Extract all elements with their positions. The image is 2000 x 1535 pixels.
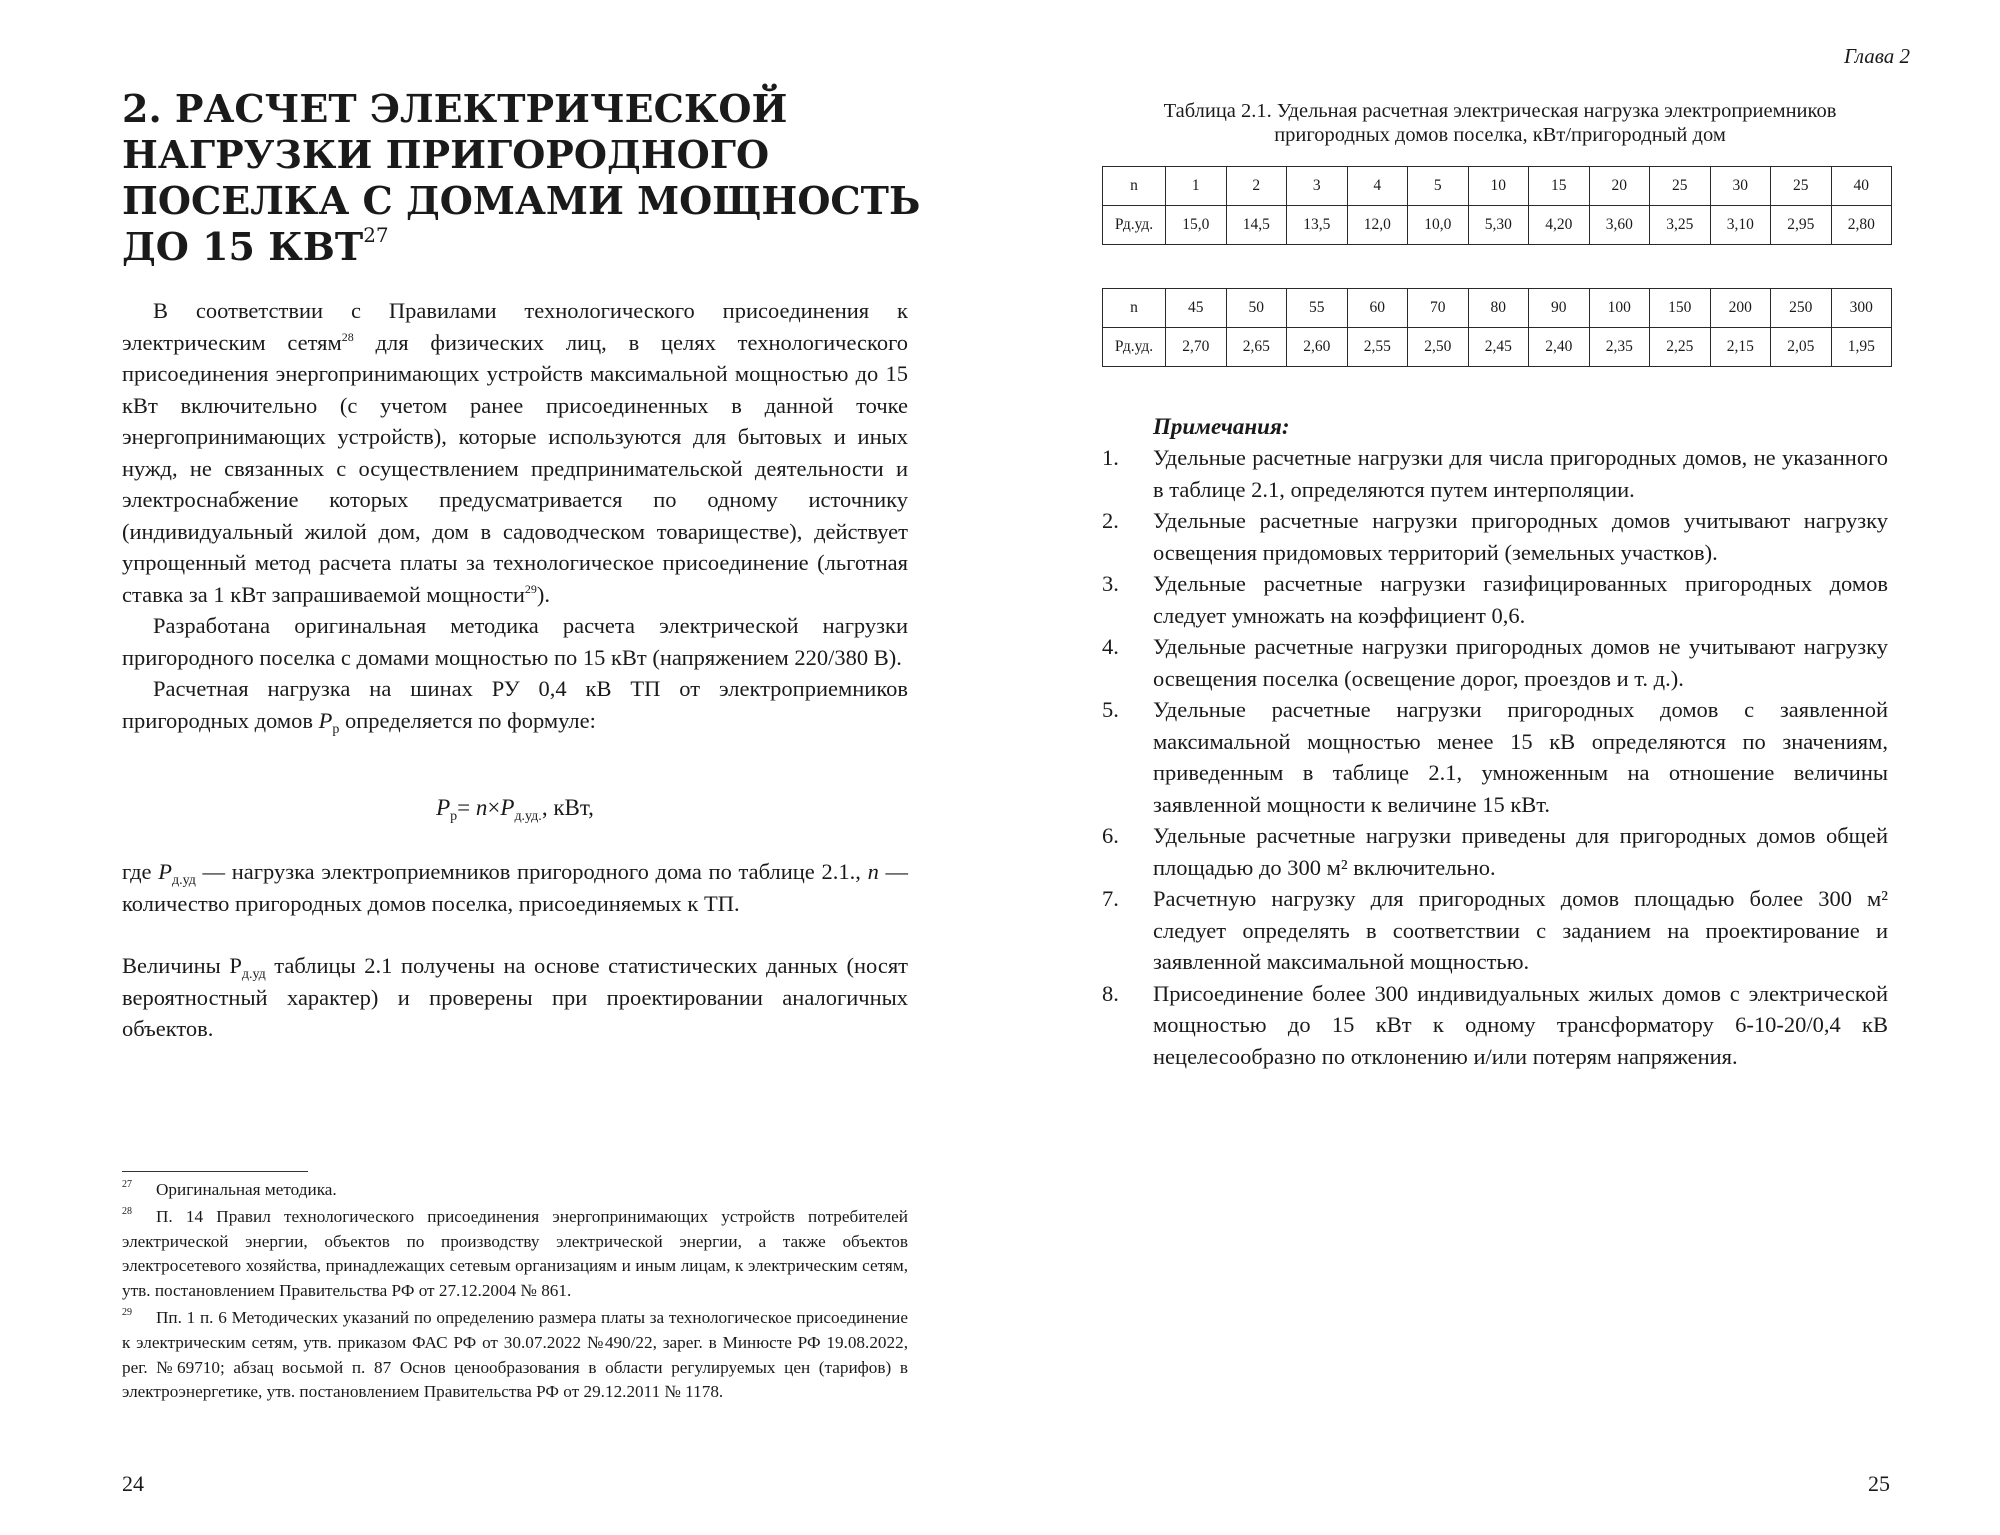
formula-n: n [475,795,488,820]
table-cell: 4,20 [1529,206,1590,245]
table-cell: 3,60 [1589,206,1650,245]
row-label-n: n [1103,289,1166,328]
table-cell: 50 [1226,289,1287,328]
paragraph-4-text-b: — нагрузка электроприемников пригородного дома по таблице 2.1., [195,859,868,884]
formula-equals: = [457,795,476,820]
symbol-pdud-sub: д.уд [171,873,196,888]
table-cell: 2,65 [1226,328,1287,367]
table-cell: 10 [1468,167,1529,206]
table-cell: 3,25 [1650,206,1711,245]
table-cell: 2,80 [1831,206,1892,245]
table-cell: 2,35 [1589,328,1650,367]
paragraph-4 [122,856,908,919]
table-cell: 2,45 [1468,328,1529,367]
table-cell: 14,5 [1226,206,1287,245]
table-cell: 2,25 [1650,328,1711,367]
table-cell: 2,95 [1771,206,1832,245]
paragraph-1-text-a: В соответствии с Правилами технологического присоединения к электрическим сетям [122,298,908,355]
footnote-28: 28 П. 14 Правил технологического присоединения энергопринимающих устройств потребителей электрической энергии, объектов по производству электрической энергии, а также объектов электросетевого хозяйства, принадлежащих сетевым организациям и иным лицам, к электрическим сетям, утв. постановлением Правительства РФ от 27.12.2004 № 861. [122,1205,908,1301]
formula-rhs: P [500,795,515,820]
paragraph-4-text-c: — количество пригородных домов поселка, присоединяемых к ТП. [122,859,909,916]
paragraph-5-text-a: Величины Р [122,953,242,978]
notes-heading: Примечания: [1153,414,1290,439]
table-cell: 1 [1166,167,1227,206]
table-cell: 2,40 [1529,328,1590,367]
table-cell: 2,55 [1347,328,1408,367]
table-cell: 70 [1408,289,1469,328]
table-cell: 90 [1529,289,1590,328]
note-number: 8. [1102,980,1119,1006]
formula-rhs-sub: д.уд. [514,809,542,824]
paragraph-3-text-b: определяется по формуле: [339,707,596,733]
table-cell: 100 [1589,289,1650,328]
table-cell: 3,10 [1710,206,1771,245]
table-cell: 2,70 [1166,328,1227,367]
paragraph-3 [122,673,908,736]
paragraph-2: Разработана оригинальная методика расчета электрической нагрузки пригородного поселка с домами мощностью по 15 кВт (напряжением 220/380 В). [122,613,908,670]
symbol-p: P [318,707,333,733]
table-cell: 25 [1771,167,1832,206]
table-cell: 15,0 [1166,206,1227,245]
page-number-left: 24 [122,1471,144,1496]
footnotes [122,1178,908,1407]
table-cell: 80 [1468,289,1529,328]
intro-paragraph-block [122,295,908,736]
table-cell: 45 [1166,289,1227,328]
note-number: 2. [1102,508,1119,533]
symbol-n: n [867,859,879,884]
footnote-text: П. 14 Правил технологического присоединения энергопринимающих устройств потребителей электрической энергии, объектов по производству электрической энергии, а также объектов электросетевого хозяйства, принадлежащих сетевым организациям и иным лицам, к электрическим сетям, утв. постановлением Правительства РФ от 27.12.2004 № 861. [122,1206,908,1301]
table-cell: 60 [1347,289,1408,328]
note-item [1102,820,1888,883]
footnote-ref-28[interactable]: 28 [341,329,354,344]
symbol-p-sub: р [332,721,340,737]
note-text: Удельные расчетные нагрузки пригородных домов с заявленной максимальной мощностью менее 15 кВ определяются по значениям, приведенным в таблице 2.1, умноженным на отношение величины заявленной мощности к величине 15 кВт. [1153,697,1888,817]
table-row-p [1103,328,1892,367]
table-cell: 2,15 [1710,328,1771,367]
running-head: Глава 2 [1844,44,1910,68]
table-cell: 2,50 [1408,328,1469,367]
formula-times: × [487,795,501,820]
table-row-n [1103,167,1892,206]
formula-unit: , кВт, [541,795,594,820]
table-cell: 2,05 [1771,328,1832,367]
footnote-divider [122,1171,308,1172]
chapter-title [122,86,922,270]
footnote-text: Оригинальная методика. [156,1180,337,1199]
table-cell: 3 [1287,167,1348,206]
note-item [1102,505,1888,568]
table-cell: 55 [1287,289,1348,328]
paragraph-1 [122,295,908,610]
table-cell: 25 [1650,167,1711,206]
note-item [1102,883,1888,978]
row-label-p: Рд.уд. [1103,206,1166,245]
table-cell: 20 [1589,167,1650,206]
table-caption-line-1: Таблица 2.1. Удельная расчетная электрическая нагрузка электроприемников [1163,100,1837,122]
table-cell: 10,0 [1408,206,1469,245]
note-number: 3. [1102,571,1119,596]
row-label-p: Рд.уд. [1103,328,1166,367]
note-number: 5. [1102,697,1119,722]
table-cell: 150 [1650,289,1711,328]
table-cell: 13,5 [1287,206,1348,245]
note-number: 4. [1102,634,1119,659]
values-paragraph [122,950,908,1045]
footnote-27: 27 Оригинальная методика. [122,1179,337,1199]
table-cell: 1,95 [1831,328,1892,367]
paragraph-5 [122,950,908,1045]
note-item [1102,442,1888,505]
note-text: Расчетную нагрузку для пригородных домов площадью более 300 м² следует определять в соответствии с заданием на проектирование и заявленной максимальной мощностью. [1153,886,1888,974]
table-row-p [1103,206,1892,245]
table-cell: 200 [1710,289,1771,328]
note-text: Удельные расчетные нагрузки для числа пригородных домов, не указанного в таблице 2.1, определяются путем интерполяции. [1153,445,1888,502]
table-caption-line-2: пригородных домов поселка, кВт/пригородный дом [1274,124,1726,146]
table-cell: 2,60 [1287,328,1348,367]
chapter-title-text: 2. РАСЧЕТ ЭЛЕКТРИЧЕСКОЙ НАГРУЗКИ ПРИГОРОДНОГО ПОСЕЛКА С ДОМАМИ МОЩНОСТЬ ДО 15 КВТ [122,86,921,269]
notes-list [1102,442,1888,1072]
paragraph-1-text-c: ). [536,581,551,607]
paragraph-5-text-b: таблицы 2.1 получены на основе статистических данных (носят вероятностный характер) и проверены при проектировании аналогичных объектов. [122,953,908,1041]
note-number: 1. [1102,445,1119,470]
paragraph-4-text-a: где [122,859,159,884]
note-item [1102,978,1888,1073]
title-footnote-ref[interactable]: 27 [363,223,389,247]
footnote-29: 29 Пп. 1 п. 6 Методических указаний по определению размера платы за технологическое присоединение к электрическим сетям, утв. приказом ФАС РФ от 30.07.2022 №490/22, зарег. в Минюсте РФ 19.08.2022, рег. №69710; абзац восьмой п. 87 Основ ценообразования в области регулируемых цен (тарифов) в электроэнергетике, утв. постановлением Правительства РФ от 29.12.2011 № 1178. [122,1306,908,1402]
note-text: Удельные расчетные нагрузки пригородных домов не учитывают нагрузку освещения поселка (освещение дорог, проездов и т. д.). [1153,634,1888,691]
note-text: Удельные расчетные нагрузки пригородных домов учитывают нагрузку освещения придомовых территорий (земельных участков). [1153,508,1888,565]
formula-lhs: P [436,795,451,820]
note-item [1102,694,1888,820]
table-row-n [1103,289,1892,328]
table-cell: 300 [1831,289,1892,328]
page-number-right: 25 [1868,1471,1890,1496]
load-table-2 [1102,288,1892,367]
table-cell: 5,30 [1468,206,1529,245]
load-table-1 [1102,166,1892,245]
note-number: 6. [1102,823,1119,848]
table-cell: 30 [1710,167,1771,206]
table-cell: 250 [1771,289,1832,328]
formula-lhs-sub: р [450,809,458,824]
note-text: Удельные расчетные нагрузки газифицированных пригородных домов следует умножать на коэффициент 0,6. [1153,571,1888,628]
table-cell: 15 [1529,167,1590,206]
table-cell: 12,0 [1347,206,1408,245]
note-number: 7. [1102,886,1119,911]
symbol-pdud: P [158,859,172,884]
paragraph-3-text-a: Расчетная нагрузка на шинах РУ 0,4 кВ ТП от электроприемников пригородных домов [122,676,908,733]
formula [122,792,908,824]
formula-explanation [122,856,908,919]
paragraph-5-sub: д.уд [241,967,266,982]
row-label-n: n [1103,167,1166,206]
table-caption [1100,99,1900,147]
footnote-text: Пп. 1 п. 6 Методических указаний по определению размера платы за технологическое присоединение к электрическим сетям, утв. приказом ФАС РФ от 30.07.2022 №490/22, зарег. в Минюсте РФ 19.08.2022, рег. №69710; абзац восьмой п. 87 Основ ценообразования в области регулируемых цен (тарифов) в электроэнергетике, утв. постановлением Правительства РФ от 29.12.2011 № 1178. [122,1307,908,1402]
note-text: Удельные расчетные нагрузки приведены для пригородных домов общей площадью до 300 м² включительно. [1153,823,1888,880]
table-cell: 5 [1408,167,1469,206]
note-item [1102,631,1888,694]
table-cell: 40 [1831,167,1892,206]
note-item [1102,568,1888,631]
table-cell: 4 [1347,167,1408,206]
table-cell: 2 [1226,167,1287,206]
note-text: Присоединение более 300 индивидуальных жилых домов с электрической мощностью до 15 кВт к одному трансформатору 6-10-20/0,4 кВ нецелесообразно по отклонению и/или потерям напряжения. [1153,980,1888,1069]
paragraph-1-text-b: для физических лиц, в целях технологического присоединения энергопринимающих устройств максимальной мощностью до 15 кВт включительно (с учетом ранее присоединенных в данной точке энергопринимающих устройств), которые используются для бытовых и иных нужд, не связанных с осуществлением предпринимательской деятельности и электроснабжение которых предусматривается по одному источнику (индивидуальный жилой дом, дом в садоводческом товариществе), действует упрощенный метод расчета платы за технологическое присоединение (льготная ставка за 1 кВт запрашиваемой мощности [122,329,908,607]
footnote-ref-29[interactable]: 29 [524,581,537,596]
